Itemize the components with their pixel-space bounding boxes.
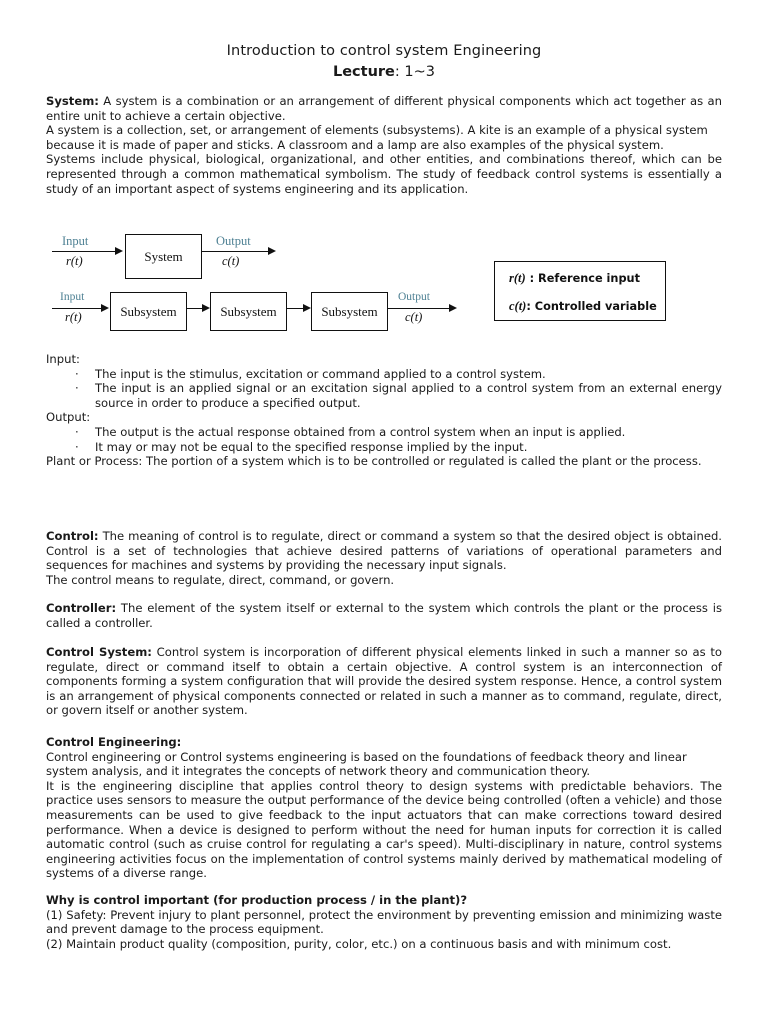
- control-heading: Control:: [46, 529, 99, 543]
- diagram-row2-output-var: c(t): [405, 310, 423, 324]
- controller-para-text: The element of the system itself or external to the system which controls the plant or the process is called a controller.: [46, 601, 722, 630]
- list-item: [46, 367, 722, 382]
- diagram-row1-output-arrow-head: [268, 247, 276, 255]
- control-system-block: [46, 645, 722, 718]
- diagram-row1-output-arrow-line: [202, 251, 270, 252]
- diagram-row1-input-var: r(t): [66, 254, 83, 268]
- lecture-value: : 1~3: [394, 64, 436, 80]
- legend-line-controlled-variable: [509, 299, 665, 314]
- output-heading: Output:: [46, 410, 91, 425]
- system-para-3: Systems include physical, biological, organizational, and other entities, and combinations thereof, which can be represented through a common mathematical symbolism. The study of feedback control systems is essentially a study of an important aspect of systems engineering and its application.: [46, 152, 722, 196]
- lecture-label: Lecture: [332, 64, 395, 80]
- list-item: [46, 425, 722, 440]
- control-engineering-block: [46, 735, 722, 881]
- system-heading: System:: [46, 94, 99, 108]
- importance-item-2: (2) Maintain product quality (composition, purity, color, etc.) on a continuous basis and with minimum cost.: [46, 936, 672, 951]
- control-para-1-text: The meaning of control is to regulate, direct or command a system so that the desired object is obtained. Control is a set of technologies that achieve desired patterns of variations of operational parameters and sequences for machines and systems by providing the necessary input signals.: [46, 529, 722, 573]
- diagram-row1-input-arrow-head: [115, 247, 123, 255]
- diagram-connector-arrow-1: [202, 304, 210, 312]
- input-output-block: [46, 352, 722, 469]
- control-block: [46, 529, 722, 587]
- control-engineering-para-1: Control engineering or Control systems engineering is based on the foundations of feedback theory and linear system analysis, and it integrates the concepts of network theory and communication theory.: [46, 749, 687, 779]
- controller-block: [46, 601, 722, 630]
- diagram-subsystem-box-1: Subsystem: [110, 292, 187, 331]
- diagram-row2-input-var: r(t): [65, 310, 82, 324]
- diagram-row1-input-arrow-line: [52, 251, 117, 252]
- list-item: [46, 440, 722, 455]
- diagram-row2-input-arrow-head: [101, 304, 109, 312]
- intro-text-block: [46, 94, 722, 196]
- list-item-text: The input is an applied signal or an excitation signal applied to a control system from an external energy source in order to produce a specified output.: [95, 381, 722, 410]
- system-para-2: A system is a collection, set, or arrangement of elements (subsystems). A kite is an example of a physical system because it is made of paper and sticks. A classroom and a lamp are also examples of the physical system.: [46, 123, 708, 152]
- importance-item-1: (1) Safety: Prevent injury to plant personnel, protect the environment by preventing emission and minimizing waste and prevent damage to the process equipment.: [46, 907, 722, 937]
- diagram-row2-input-arrow-line: [52, 308, 103, 309]
- control-para-2: The control means to regulate, direct, command, or govern.: [46, 572, 395, 587]
- output-bullet-list: [46, 425, 722, 454]
- control-system-heading: Control System:: [46, 645, 152, 659]
- diagram-subsystem-box-2: Subsystem: [210, 292, 287, 331]
- diagram-row2-output-label: Output: [398, 291, 430, 303]
- control-engineering-heading: Control Engineering:: [46, 735, 182, 749]
- plant-or-process-para: Plant or Process: The portion of a system which is to be controlled or regulated is called the plant or the process.: [46, 454, 702, 469]
- diagram-row1-output-var: c(t): [222, 254, 240, 268]
- diagram-system-box: System: [125, 234, 202, 279]
- page-title: Introduction to control system Engineering: [226, 43, 542, 59]
- lecture-subtitle: [0, 62, 768, 83]
- legend-var-c: c(t): [509, 299, 527, 313]
- input-heading: Input:: [46, 352, 80, 366]
- list-item-text: The input is the stimulus, excitation or command applied to a control system.: [95, 366, 546, 381]
- diagram-row1-output-label: Output: [216, 234, 251, 248]
- legend-text-c: : Controlled variable: [526, 300, 657, 313]
- diagram-connector-arrow-2: [303, 304, 311, 312]
- legend-line-reference-input: [509, 271, 665, 286]
- diagram-row2-output-arrow-head: [449, 304, 457, 312]
- diagram-legend-box: [494, 261, 666, 321]
- control-para-1: [46, 529, 722, 573]
- control-engineering-para-2: It is the engineering discipline that applies control theory to design systems with predictable behaviors. The practice uses sensors to measure the output performance of the device being controlled (often a vehicle) and those measurements can be used to give feedback to the input actuators that can make corrections toward desired performance. When a device is designed to perform without the need for human inputs for correction it is called automatic control (such as cruise control for regulating a car's speed). Multi-disciplinary in nature, control systems engineering activities focus on the implementation of control systems mainly derived by mathematical modeling of systems of a diverse range.: [46, 778, 722, 881]
- control-system-para-text: Control system is incorporation of different physical elements linked in such a manner so as to regulate, direct or command itself to obtain a certain objective. A control system is an interconnection of components forming a system configuration that will provide the desired system response. Hence, a control system is an arrangement of physical components connected or related in such a manner as to command, regulate, direct, or govern itself or another system.: [46, 645, 722, 718]
- system-para-1: [46, 94, 722, 123]
- bullet-icon: ·: [75, 366, 79, 381]
- importance-heading: Why is control important (for production process / in the plant)?: [46, 893, 468, 907]
- controller-heading: Controller:: [46, 601, 117, 615]
- control-system-para: [46, 645, 722, 718]
- list-item-text: It may or may not be equal to the specified response implied by the input.: [95, 439, 528, 454]
- bullet-icon: ·: [75, 424, 79, 439]
- list-item: [46, 381, 722, 410]
- diagram-row2-input-label: Input: [60, 291, 85, 303]
- diagram-subsystem-box-3: Subsystem: [311, 292, 388, 331]
- diagram-row1-input-label: Input: [62, 234, 89, 248]
- controller-para: [46, 601, 722, 630]
- importance-block: [46, 893, 722, 951]
- title-block: [0, 0, 768, 83]
- legend-var-r: r(t): [509, 271, 526, 285]
- system-para-1-text: A system is a combination or an arrangement of different physical components which act together as an entire unit to achieve a certain objective.: [46, 94, 722, 123]
- bullet-icon: ·: [75, 439, 79, 454]
- input-bullet-list: [46, 367, 722, 411]
- list-item-text: The output is the actual response obtained from a control system when an input is applied.: [95, 424, 626, 439]
- legend-text-r: : Reference input: [525, 272, 641, 285]
- bullet-icon: ·: [75, 381, 79, 396]
